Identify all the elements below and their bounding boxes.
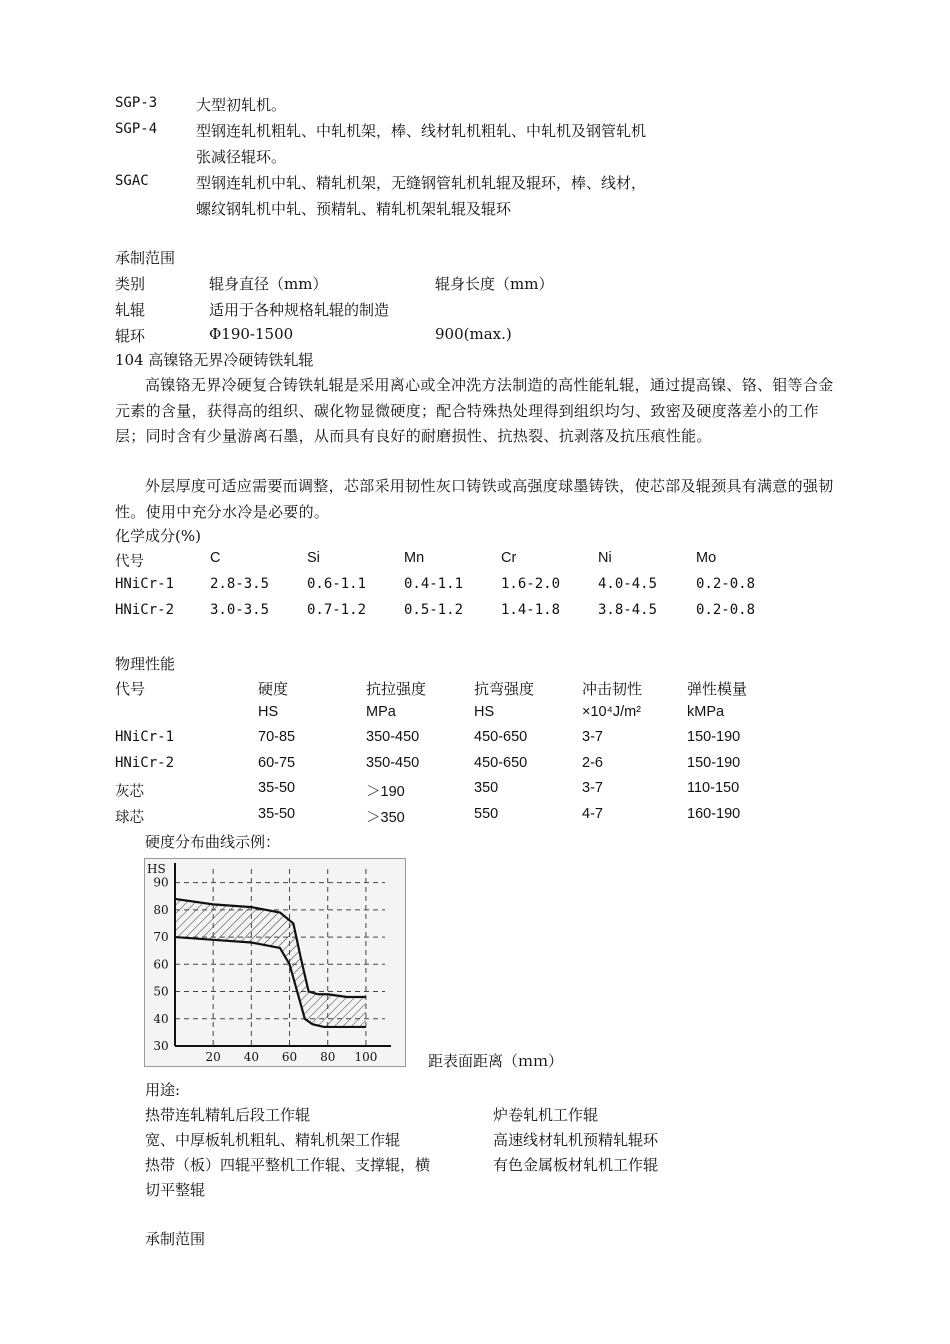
usage-item: 切平整辊: [145, 1181, 206, 1199]
table-cell: 4-7: [582, 805, 603, 822]
usage-item: 炉卷轧机工作辊: [493, 1106, 599, 1124]
hardness-band: [175, 899, 366, 1027]
table-cell: 350-450: [366, 754, 420, 771]
x-tick-label: 20: [205, 1050, 221, 1064]
table-cell: 4.0-4.5: [598, 576, 658, 592]
grade-desc: 大型初轧机。: [196, 96, 287, 114]
table-cell: 110-150: [687, 780, 740, 796]
table-cell: 160-190: [687, 805, 741, 822]
y-tick-label: 60: [153, 957, 169, 972]
table-cell: 球芯: [115, 809, 144, 826]
table-cell: HNiCr-2: [115, 602, 175, 618]
y-tick-label: 70: [153, 930, 169, 945]
table-cell: Φ190-1500: [209, 325, 294, 343]
table-header: 冲击韧性: [582, 680, 643, 698]
chart-caption: 硬度分布曲线示例：: [145, 833, 281, 851]
table-cell: 灰芯: [115, 784, 144, 800]
table-header: Ni: [598, 550, 612, 566]
table-cell: ＞190: [366, 784, 405, 800]
table-cell: 35-50: [258, 805, 296, 822]
section-title: 104 高镍铬无界冷硬铸铁轧辊: [115, 351, 314, 369]
table-header: C: [210, 550, 221, 566]
usage-item: 宽、中厚板轧机粗轧、精轧机架工作辊: [145, 1131, 401, 1149]
y-axis-label: HS: [147, 862, 166, 876]
table-cell: 350-450: [366, 729, 420, 745]
section-heading: 承制范围: [115, 249, 176, 267]
table-header: 辊身长度（mm）: [435, 275, 554, 293]
y-tick-label: 40: [153, 1011, 169, 1026]
x-tick-label: 40: [243, 1050, 260, 1064]
paragraph: 高镍铬无界冷硬复合铸铁轧辊是采用离心或全冲洗方法制造的高性能轧辊，通过提高镍、铬、钼等合金元素的含量，获得高的组织、碳化物显微硬度；配合特殊热处理得到组织均匀、致密及硬度落差小的工作层；同时含有少量游离石墨，从而具有良好的耐磨损性、抗热裂、抗剥落及抗压痕性能。: [115, 376, 834, 445]
table-cell: 0.2-0.8: [696, 602, 756, 618]
x-axis-label: 距表面距离（ｍｍ）: [428, 1052, 564, 1070]
table-cell: ＞350: [366, 809, 405, 826]
table-cell: 适用于各种规格轧辊的制造: [209, 301, 390, 319]
table-cell: 350: [474, 780, 499, 796]
usage-item: 高速线材轧机预精轧辊环: [493, 1131, 659, 1149]
table-cell: 450-650: [474, 754, 528, 771]
grade-desc: 螺纹钢轧机中轧、预精轧、精轧机架轧辊及辊环: [196, 200, 512, 218]
table-cell: 轧辊: [115, 301, 146, 319]
table-header: 代号: [115, 554, 144, 570]
usage-item: 热带连轧精轧后段工作辊: [145, 1106, 311, 1124]
table-cell: 150-190: [687, 754, 741, 771]
table-cell: 0.4-1.1: [404, 576, 464, 592]
table-unit: HS: [258, 704, 279, 720]
table-cell: 60-75: [258, 754, 296, 771]
table-cell: 1.4-1.8: [501, 602, 561, 618]
table-unit: kMPa: [687, 704, 725, 720]
table-header: Mn: [404, 550, 425, 566]
hardness-chart-svg: [145, 859, 405, 1066]
table-header: 弹性模量: [687, 680, 748, 698]
table-cell: 0.2-0.8: [696, 576, 756, 592]
table-header: Si: [307, 550, 320, 566]
section-heading: 物理性能: [115, 655, 176, 673]
section-heading: 承制范围: [145, 1230, 206, 1248]
table-cell: 2-6: [582, 754, 603, 771]
x-tick-label: 60: [281, 1050, 298, 1064]
table-cell: 150-190: [687, 729, 741, 745]
table-unit: ×10⁴J/m²: [582, 704, 642, 720]
table-cell: 1.6-2.0: [501, 576, 561, 592]
table-cell: 辊环: [115, 327, 146, 345]
table-header: Mo: [696, 550, 717, 566]
table-cell: 550: [474, 805, 499, 822]
paragraph: 外层厚度可适应需要而调整，芯部采用韧性灰口铸铁或高强度球墨铸铁，使芯部及辊颈具有满意的强韧性。使用中充分水冷是必要的。: [115, 477, 834, 521]
table-header: Cr: [501, 550, 517, 566]
table-header: 抗弯强度: [474, 680, 535, 698]
x-tick-label: 100: [354, 1050, 378, 1064]
grade-desc: 型钢连轧机粗轧、中轧机架，棒、线材轧机粗轧、中轧机及钢管轧机: [196, 122, 647, 140]
table-cell: 0.6-1.1: [307, 576, 367, 592]
table-cell: 3.8-4.5: [598, 602, 658, 618]
table-unit: MPa: [366, 704, 396, 720]
y-tick-label: 90: [153, 875, 169, 890]
x-tick-label: 80: [320, 1050, 336, 1064]
y-tick-label: 80: [153, 902, 169, 917]
table-header: 硬度: [258, 680, 289, 698]
table-header: 类别: [115, 275, 146, 293]
grade-desc: 型钢连轧机中轧、精轧机架，无缝钢管轧机轧辊及辊环，棒、线材，: [196, 174, 647, 192]
table-cell: HNiCr-1: [115, 729, 175, 745]
table-cell: 2.8-3.5: [210, 576, 270, 592]
grade-code: SGAC: [115, 173, 149, 189]
table-cell: 3-7: [582, 729, 603, 745]
table-cell: 0.7-1.2: [307, 602, 367, 618]
grade-code: SGP-3: [115, 95, 158, 111]
table-cell: 70-85: [258, 729, 296, 745]
table-cell: HNiCr-1: [115, 576, 175, 592]
table-header: 抗拉强度: [366, 680, 427, 698]
table-cell: 3-7: [582, 780, 603, 796]
usage-item: 热带（板）四辊平整机工作辊、支撑辊，横: [145, 1156, 431, 1174]
section-heading: 化学成分(%): [115, 527, 201, 545]
table-cell: 35-50: [258, 780, 296, 796]
grade-desc: 张减径辊环。: [196, 148, 287, 166]
table-cell: 900(max.): [435, 325, 512, 343]
table-cell: 3.0-3.5: [210, 602, 270, 618]
grade-code: SGP-4: [115, 121, 158, 137]
table-unit: HS: [474, 704, 495, 720]
usage-item: 有色金属板材轧机工作辊: [493, 1156, 659, 1174]
table-cell: 450-650: [474, 729, 528, 745]
hardness-chart: [144, 858, 406, 1067]
table-cell: HNiCr-2: [115, 754, 175, 771]
y-tick-label: 50: [153, 984, 169, 999]
y-tick-label: 30: [153, 1039, 169, 1053]
table-header: 辊身直径（mm）: [209, 275, 328, 293]
table-cell: 0.5-1.2: [404, 602, 464, 618]
section-heading: 用途:: [145, 1081, 181, 1099]
table-header: 代号: [115, 680, 146, 698]
